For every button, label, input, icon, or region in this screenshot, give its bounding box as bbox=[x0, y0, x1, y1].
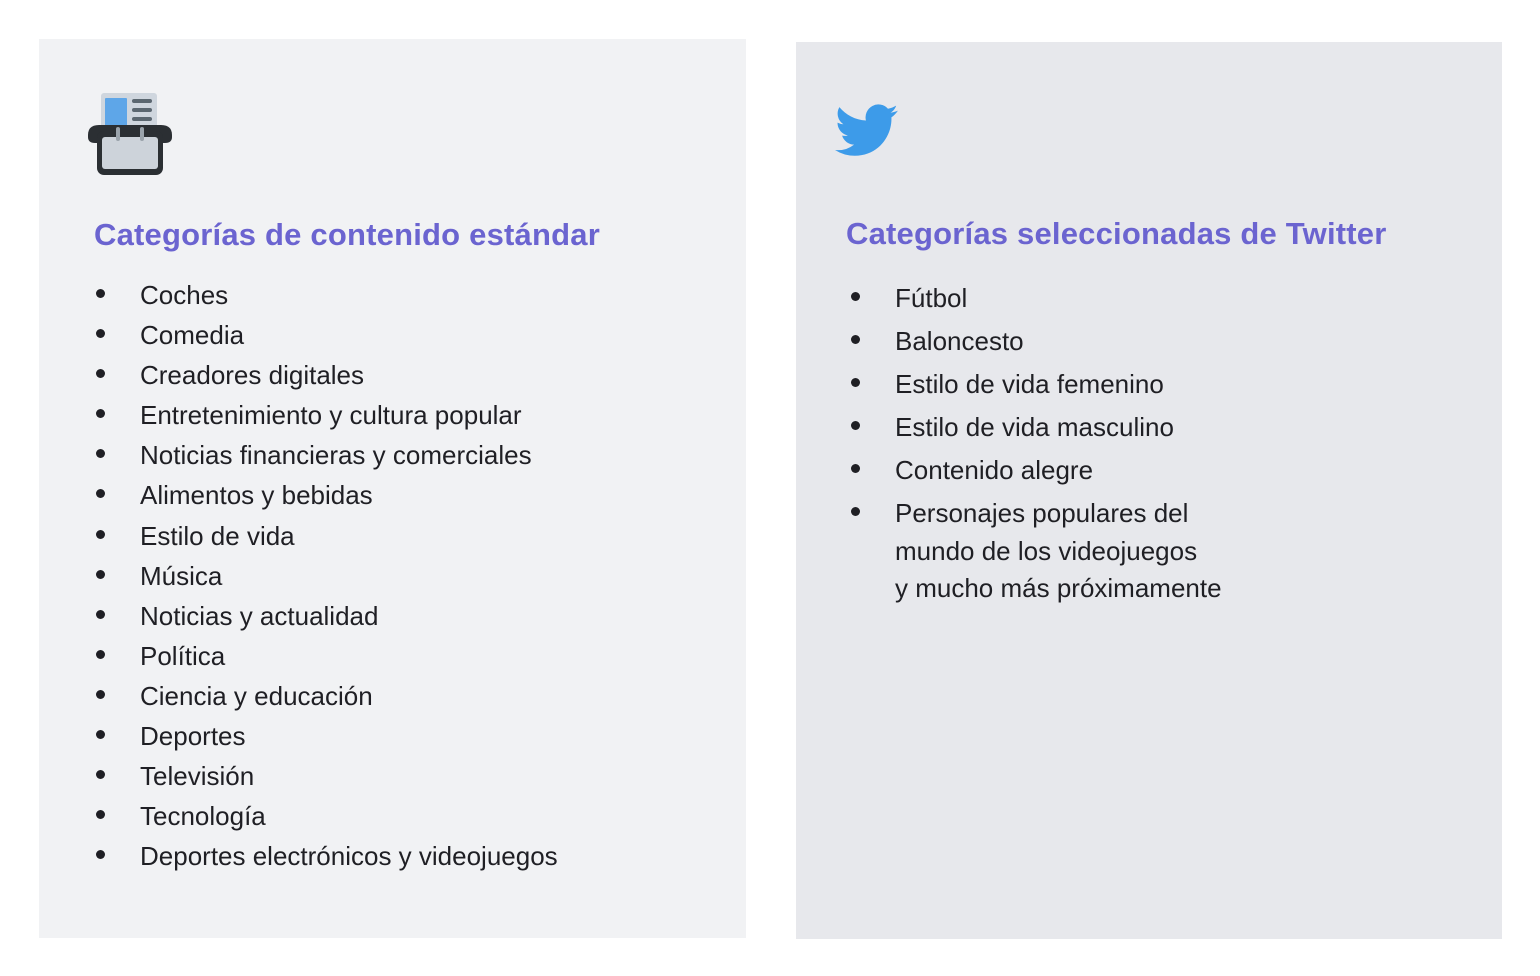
list-item: Entretenimiento y cultura popular bbox=[95, 397, 558, 437]
twitter-categories-title: Categorías seleccionadas de Twitter bbox=[846, 216, 1387, 251]
newspaper-folder-icon bbox=[87, 91, 173, 177]
list-item: Noticias financieras y comerciales bbox=[95, 437, 558, 477]
list-item: Alimentos y bebidas bbox=[95, 477, 558, 517]
list-item: Noticias y actualidad bbox=[95, 598, 558, 638]
list-item: Política bbox=[95, 638, 558, 678]
list-item: Deportes electrónicos y videojuegos bbox=[95, 838, 558, 878]
list-item: Comedia bbox=[95, 317, 558, 357]
list-item: Fútbol bbox=[850, 280, 1222, 318]
list-item: Televisión bbox=[95, 758, 558, 798]
list-item: Estilo de vida femenino bbox=[850, 366, 1222, 404]
standard-categories-list bbox=[95, 277, 558, 878]
list-item: Coches bbox=[95, 277, 558, 317]
list-item: Creadores digitales bbox=[95, 357, 558, 397]
list-item: Tecnología bbox=[95, 798, 558, 838]
twitter-categories-list bbox=[850, 280, 1222, 613]
list-item: Música bbox=[95, 558, 558, 598]
list-item: Personajes populares del mundo de los videojuegos y mucho más próximamente bbox=[850, 495, 1222, 608]
standard-categories-panel bbox=[39, 39, 746, 938]
list-item: Contenido alegre bbox=[850, 452, 1222, 490]
twitter-categories-panel bbox=[796, 42, 1502, 939]
list-item: Deportes bbox=[95, 718, 558, 758]
list-item: Ciencia y educación bbox=[95, 678, 558, 718]
list-item: Estilo de vida bbox=[95, 518, 558, 558]
list-item: Baloncesto bbox=[850, 323, 1222, 361]
standard-categories-title: Categorías de contenido estándar bbox=[94, 217, 600, 252]
twitter-bird-icon bbox=[835, 104, 899, 160]
list-item: Estilo de vida masculino bbox=[850, 409, 1222, 447]
